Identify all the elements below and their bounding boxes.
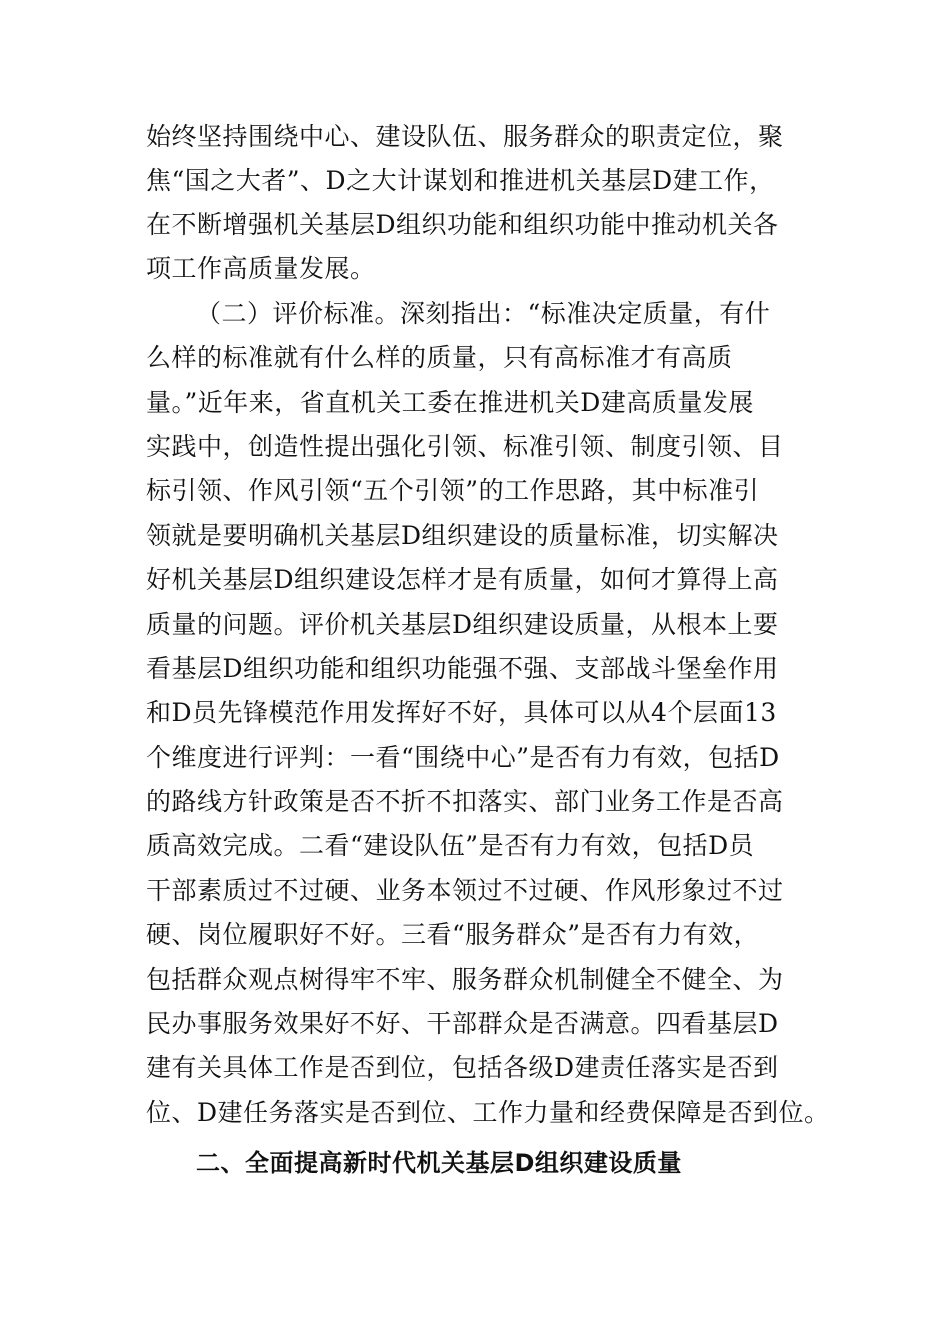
paragraph-2-line-4: 实践中，创造性提出强化引领、标准引领、制度引领、目 (146, 432, 784, 461)
paragraph-2-line-11: 个维度进行评判：一看“围绕中心”是否有力有效，包括D (146, 743, 780, 772)
paragraph-1-line-2: 焦“国之大者”、D之大计谋划和推进机关基层D建工作， (146, 166, 775, 195)
paragraph-2-line-16: 包括群众观点树得牢不牢、服务群众机制健全不健全、为 (146, 965, 784, 994)
paragraph-2-line-7: 好机关基层D组织建设怎样才是有质量，如何才算得上高 (146, 565, 779, 594)
paragraph-2-line-10: 和D员先锋模范作用发挥好不好，具体可以从4个层面13 (146, 698, 777, 727)
paragraph-2-line-6: 领就是要明确机关基层D组织建设的质量标准，切实解决 (146, 521, 779, 550)
paragraph-1-line-3: 在不断增强机关基层D组织功能和组织功能中推动机关各 (146, 210, 779, 239)
paragraph-2-line-15: 硬、岗位履职好不好。三看“服务群众”是否有力有效， (146, 920, 760, 949)
paragraph-2-line-9: 看基层D组织功能和组织功能强不强、支部战斗堡垒作用 (146, 654, 779, 683)
paragraph-1-line-1: 始终坚持围绕中心、建设队伍、服务群众的职责定位，聚 (146, 122, 784, 151)
paragraph-2-line-19: 位、D建任务落实是否到位、工作力量和经费保障是否到位。 (146, 1098, 830, 1127)
paragraph-2-line-8: 质量的问题。评价机关基层D组织建设质量，从根本上要 (146, 610, 779, 639)
paragraph-2-line-12: 的路线方针政策是否不折不扣落实、部门业务工作是否高 (146, 787, 784, 816)
paragraph-2-line-17: 民办事服务效果好不好、干部群众是否满意。四看基层D (146, 1009, 779, 1038)
section-heading: 二、全面提高新时代机关基层D组织建设质量 (196, 1149, 682, 1177)
paragraph-1-line-4: 项工作高质量发展。 (146, 254, 376, 283)
paragraph-2-line-3: 量。”近年来，省直机关工委在推进机关D建高质量发展 (146, 388, 754, 417)
paragraph-2-line-1: （二）评价标准。深刻指出：“标准决定质量，有什 (196, 299, 771, 328)
paragraph-2-line-5: 标引领、作风引领“五个引领”的工作思路，其中标准引 (146, 476, 760, 505)
paragraph-2-line-14: 干部素质过不过硬、业务本领过不过硬、作风形象过不过 (146, 876, 784, 905)
paragraph-2-line-18: 建有关具体工作是否到位，包括各级D建责任落实是否到 (146, 1053, 779, 1082)
paragraph-2-line-13: 质高效完成。二看“建设队伍”是否有力有效，包括D员 (146, 831, 755, 860)
paragraph-2-line-2: 么样的标准就有什么样的质量，只有高标准才有高质 (146, 343, 733, 372)
